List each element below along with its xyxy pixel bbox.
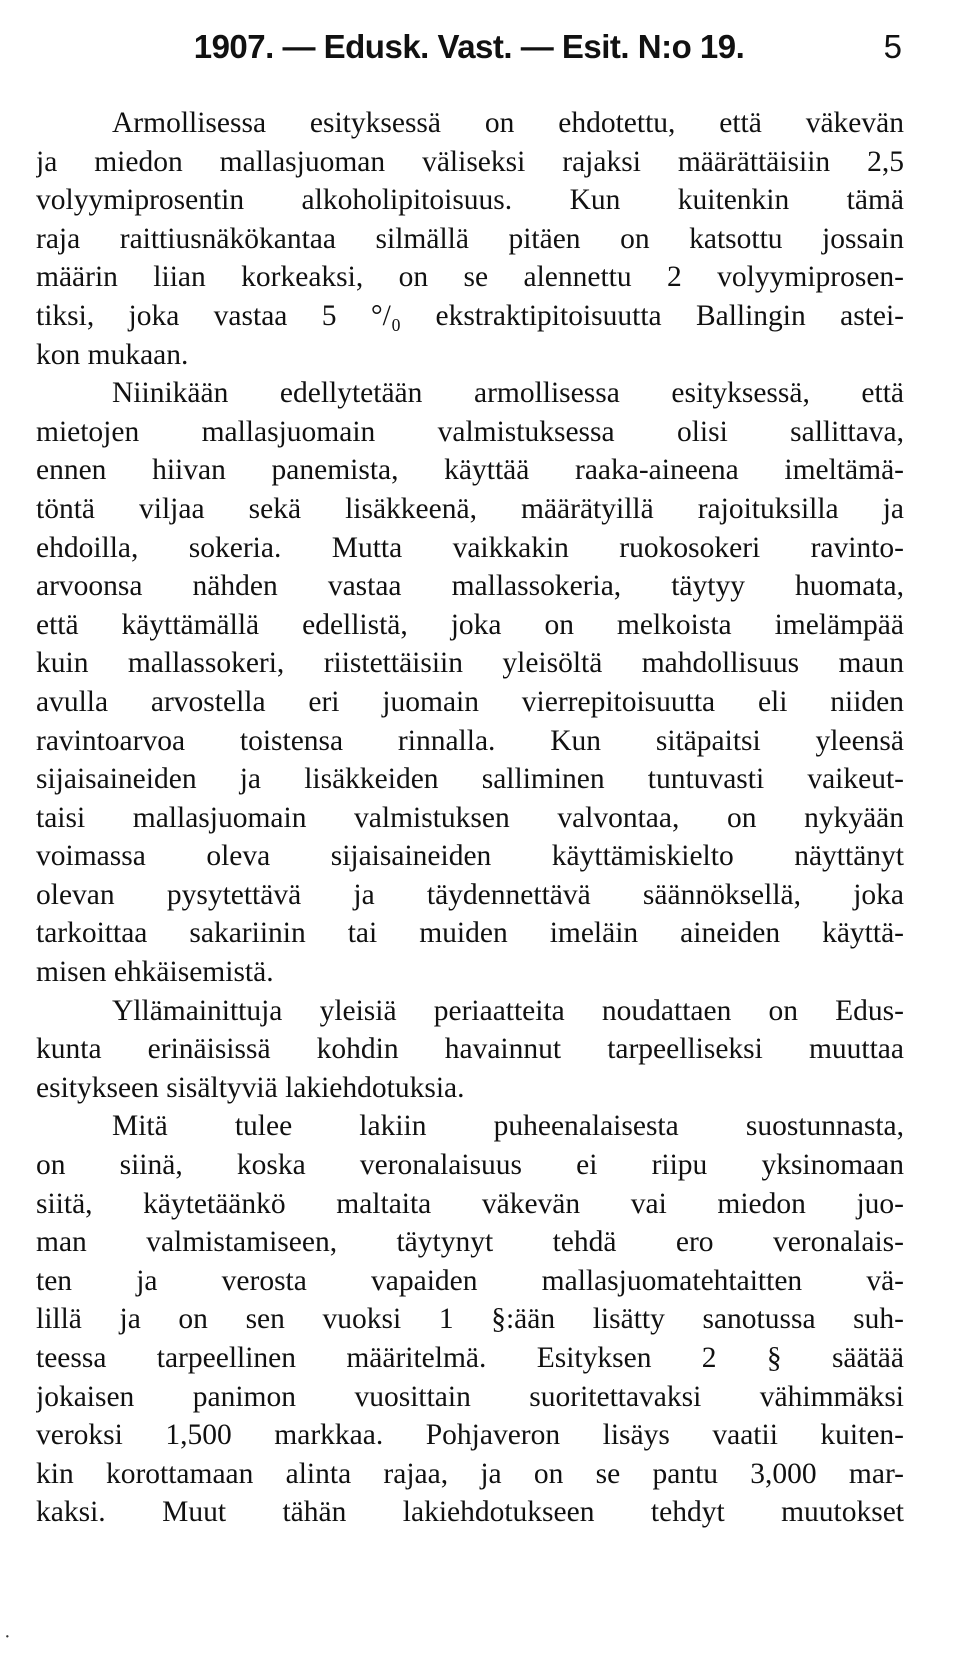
body-text [36, 104, 904, 1532]
text-line: volyymiprosentin alkoholipitoisuus. Kun kuitenkin tämä [36, 184, 904, 217]
text-line: kuin mallassokeri, riistettäisiin yleisöltä mahdollisuus maun [36, 647, 904, 680]
text-line: kin korottamaan alinta rajaa, ja on se pantu 3,000 mar- [36, 1457, 904, 1490]
text-line: siitä, käytetäänkö maltaita väkevän vai miedon juo- [36, 1187, 904, 1220]
text-line: töntä viljaa sekä lisäkkeenä, määrätyillä rajoituksilla ja [36, 492, 904, 525]
margin-mark: · [4, 1626, 11, 1648]
text-line: taisi mallasjuomain valmistuksen valvontaa, on nykyään [36, 801, 904, 834]
text-line: misen ehkäisemistä. [36, 956, 274, 989]
page-number: 5 [883, 28, 902, 65]
text-line: on siinä, koska veronalaisuus ei riipu yksinomaan [36, 1149, 904, 1182]
text-line: olevan pysytettävä ja täydennettävä säännöksellä, joka [36, 878, 904, 911]
text-line: voimassa oleva sijaisaineiden käyttämiskielto näyttänyt [36, 840, 904, 873]
text-line: arvoonsa nähden vastaa mallassokeria, täytyy huomata, [36, 570, 904, 603]
text-line: tarkoittaa sakariinin tai muiden imeläin aineiden käyttä- [36, 917, 904, 950]
text-line: kon mukaan. [36, 338, 189, 371]
text-line: ehdoilla, sokeria. Mutta vaikkakin ruokosokeri ravinto- [36, 531, 904, 564]
text-line: avulla arvostella eri juomain vierrepitoisuutta eli niiden [36, 685, 904, 718]
text-line: tiksi, joka vastaa 5 °/₀ ekstraktipitoisuutta Ballingin astei- [36, 299, 904, 332]
text-line: teessa tarpeellinen määritelmä. Esityksen 2 § säätää [36, 1342, 904, 1374]
text-line: kunta erinäisissä kohdin havainnut tarpeelliseksi muuttaa [36, 1033, 904, 1066]
text-line: veroksi 1,500 markkaa. Pohjaveron lisäys vaatii kuiten- [36, 1419, 904, 1452]
text-line: Armollisessa esityksessä on ehdotettu, että väkevän [112, 107, 904, 139]
text-line: että käyttämällä edellistä, joka on melkoista imelämpää [36, 608, 904, 641]
text-line: sijaisaineiden ja lisäkkeiden salliminen tuntuvasti vaikeut- [36, 763, 904, 796]
text-line: ja miedon mallasjuoman väliseksi rajaksi määrättäisiin 2,5 [36, 145, 904, 178]
text-line: man valmistamiseen, täytynyt tehdä ero veronalais- [36, 1226, 904, 1259]
page-header [36, 28, 902, 80]
text-line: määrin liian korkeaksi, on se alennettu 2 volyymiprosen- [36, 261, 904, 294]
text-line: jokaisen panimon vuosittain suoritettavaksi vähimmäksi [36, 1380, 904, 1413]
text-line: raja raittiusnäkökantaa silmällä pitäen on katsottu jossain [36, 222, 904, 255]
running-title: 1907. — Edusk. Vast. — Esit. N:o 19. [193, 28, 745, 65]
text-line: esitykseen sisältyviä lakiehdotuksia. [36, 1071, 465, 1104]
text-line: Yllämainittuja yleisiä periaatteita noudattaen on Edus- [112, 994, 904, 1027]
text-line: lillä ja on sen vuoksi 1 §:ään lisätty sanotussa suh- [36, 1303, 904, 1336]
text-line: mietojen mallasjuomain valmistuksessa olisi sallittava, [36, 415, 904, 448]
text-line: kaksi. Muut tähän lakiehdotukseen tehdyt muutokset [36, 1496, 904, 1529]
text-line: Niinikään edellytetään armollisessa esityksessä, että [112, 377, 904, 410]
text-line: ennen hiivan panemista, käyttää raaka-aineena imeltämä- [36, 454, 904, 487]
text-line: ten ja verosta vapaiden mallasjuomatehtaitten vä- [36, 1264, 904, 1297]
text-line: ravintoarvoa toistensa rinnalla. Kun sitäpaitsi yleensä [36, 724, 904, 757]
text-line: Mitä tulee lakiin puheenalaisesta suostunnasta, [112, 1110, 904, 1143]
